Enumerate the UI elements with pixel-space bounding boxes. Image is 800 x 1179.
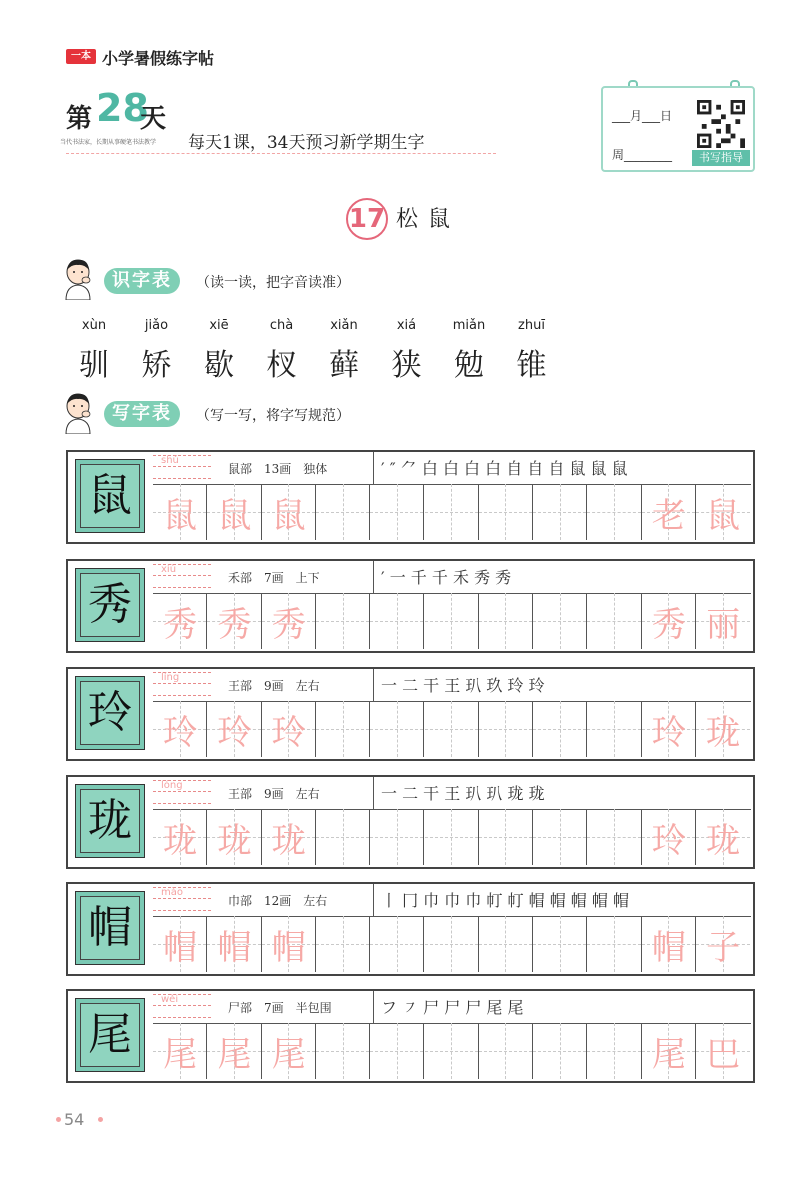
- writing-cell[interactable]: [262, 916, 316, 972]
- writing-guide-label[interactable]: 书写指导: [692, 150, 750, 166]
- writing-cell[interactable]: [587, 593, 641, 649]
- row-pinyin: wěi: [161, 994, 179, 1005]
- read-pinyin: xiē: [209, 318, 229, 333]
- trace-character: 鼠: [163, 496, 198, 536]
- writing-cell[interactable]: [370, 916, 424, 972]
- read-character: 驯: [79, 348, 109, 383]
- day-prefix: 第: [66, 104, 93, 134]
- model-character: 珑: [80, 789, 140, 853]
- practice-row: [66, 559, 755, 653]
- writing-grid: [153, 809, 751, 865]
- brand-badge: 一本: [66, 49, 96, 64]
- writing-cell[interactable]: [479, 916, 533, 972]
- info-divider: [373, 669, 374, 701]
- read-section-hint: （读一读，把字音读准）: [196, 275, 350, 291]
- writing-cell[interactable]: [425, 916, 479, 972]
- character-info-bar: [153, 452, 751, 485]
- read-pinyin: miǎn: [452, 318, 486, 333]
- writing-cell[interactable]: [370, 809, 424, 865]
- character-info-bar: [153, 777, 751, 810]
- writing-cell[interactable]: [533, 1023, 587, 1079]
- writing-cell[interactable]: [642, 701, 696, 757]
- writing-cell[interactable]: [207, 1023, 261, 1079]
- writing-cell[interactable]: [262, 593, 316, 649]
- writing-grid: [153, 484, 751, 540]
- writing-cell[interactable]: [696, 484, 750, 540]
- read-pinyin: xùn: [81, 318, 107, 333]
- writing-cell[interactable]: [207, 916, 261, 972]
- read-pinyin: zhuī: [518, 318, 545, 333]
- character-info-bar: [153, 669, 751, 702]
- practice-row: [66, 882, 755, 976]
- model-character: 帽: [80, 896, 140, 960]
- trace-character: 尾: [271, 1035, 306, 1075]
- write-section-hint: （写一写，将字写规范）: [196, 408, 350, 424]
- practice-row: [66, 989, 755, 1083]
- writing-cell[interactable]: [425, 484, 479, 540]
- writing-cell[interactable]: [533, 484, 587, 540]
- practice-row: [66, 775, 755, 869]
- model-character: 秀: [80, 573, 140, 637]
- word-character: 丽: [706, 605, 741, 645]
- writing-cell[interactable]: [642, 809, 696, 865]
- info-divider: [373, 884, 374, 916]
- trace-character: 帽: [271, 928, 306, 968]
- word-character: 鼠: [706, 496, 741, 536]
- writing-cell[interactable]: [642, 484, 696, 540]
- writing-cell[interactable]: [425, 809, 479, 865]
- writing-grid: [153, 593, 751, 649]
- writing-cell[interactable]: [425, 701, 479, 757]
- write-section-badge: 写字表: [104, 401, 180, 427]
- writing-cell[interactable]: [587, 484, 641, 540]
- writing-grid: [153, 1023, 751, 1079]
- writing-cell[interactable]: [587, 809, 641, 865]
- trace-character: 帽: [217, 928, 252, 968]
- row-pinyin: líng: [161, 672, 180, 683]
- trace-character: 珑: [271, 821, 306, 861]
- writing-cell[interactable]: [207, 701, 261, 757]
- writing-cell[interactable]: [153, 593, 207, 649]
- stroke-order: 一 二 干 王 玐 玐 珑 珑: [381, 784, 545, 803]
- header-divider: [66, 153, 496, 154]
- word-character: 老: [651, 496, 686, 536]
- writing-cell[interactable]: [370, 484, 424, 540]
- day-suffix: 天: [140, 104, 167, 134]
- writing-cell[interactable]: [425, 593, 479, 649]
- writing-cell[interactable]: [479, 593, 533, 649]
- writing-cell[interactable]: [642, 1023, 696, 1079]
- word-character: 巴: [706, 1035, 741, 1075]
- writing-cell[interactable]: [316, 701, 370, 757]
- model-character-box: [75, 568, 145, 642]
- word-character: 秀: [651, 605, 686, 645]
- writing-cell[interactable]: [207, 484, 261, 540]
- info-divider: [373, 991, 374, 1023]
- model-character-box: [75, 998, 145, 1072]
- slogan: 每天1课，34天预习新学期生字: [188, 133, 425, 153]
- date-weekday[interactable]: 周________: [612, 148, 673, 162]
- model-character-box: [75, 676, 145, 750]
- word-character: 珑: [706, 713, 741, 753]
- writing-cell[interactable]: [696, 916, 750, 972]
- row-pinyin: lóng: [161, 780, 183, 791]
- word-character: 玲: [651, 821, 686, 861]
- read-character: 藓: [329, 348, 359, 383]
- trace-character: 秀: [271, 605, 306, 645]
- stroke-order: ′ ″ ⺈ 白 白 白 白 自 自 自 鼠 鼠 鼠: [381, 459, 628, 478]
- radical-stroke-structure: 王部 9画 左右: [228, 787, 320, 801]
- writing-cell[interactable]: [533, 701, 587, 757]
- writing-cell[interactable]: [425, 1023, 479, 1079]
- trace-character: 秀: [217, 605, 252, 645]
- read-character: 勉: [454, 348, 484, 383]
- writing-cell[interactable]: [153, 484, 207, 540]
- model-character-box: [75, 459, 145, 533]
- writing-cell[interactable]: [696, 809, 750, 865]
- day-number: 28: [96, 86, 149, 130]
- read-pinyin: xiǎn: [330, 318, 358, 333]
- trace-character: 玲: [217, 713, 252, 753]
- trace-character: 秀: [163, 605, 198, 645]
- writing-cell[interactable]: [262, 484, 316, 540]
- stroke-order: 一 二 干 王 玐 玖 玲 玲: [381, 676, 545, 695]
- writing-cell[interactable]: [642, 916, 696, 972]
- writing-cell[interactable]: [370, 593, 424, 649]
- practice-row: [66, 667, 755, 761]
- page-dot-icon: [56, 1117, 61, 1122]
- read-section-badge: 识字表: [104, 268, 180, 294]
- writing-cell[interactable]: [262, 1023, 316, 1079]
- writing-grid: [153, 701, 751, 757]
- read-pinyin: jiǎo: [144, 318, 169, 333]
- character-info-bar: [153, 991, 751, 1024]
- radical-stroke-structure: 鼠部 13画 独体: [228, 462, 328, 476]
- writing-grid: [153, 916, 751, 972]
- word-character: 尾: [651, 1035, 686, 1075]
- info-divider: [373, 777, 374, 809]
- trace-character: 尾: [163, 1035, 198, 1075]
- writing-cell[interactable]: [587, 1023, 641, 1079]
- writing-cell[interactable]: [316, 916, 370, 972]
- model-character: 尾: [80, 1003, 140, 1067]
- lesson-number: 17: [346, 198, 388, 240]
- trace-character: 帽: [163, 928, 198, 968]
- radical-stroke-structure: 禾部 7画 上下: [228, 571, 320, 585]
- date-month-day[interactable]: ___月___日: [612, 109, 673, 123]
- model-character-box: [75, 891, 145, 965]
- writing-cell[interactable]: [370, 1023, 424, 1079]
- boy-writing-icon: [60, 392, 96, 434]
- trace-character: 鼠: [217, 496, 252, 536]
- info-divider: [373, 561, 374, 593]
- read-character: 狭: [391, 348, 422, 383]
- writing-cell[interactable]: [533, 916, 587, 972]
- writing-cell[interactable]: [153, 916, 207, 972]
- word-character: 玲: [651, 713, 686, 753]
- stroke-order: 丨 冂 巾 巾 巾 帄 帄 帽 帽 帽 帽 帽: [381, 891, 629, 910]
- qr-code-icon[interactable]: [696, 100, 746, 148]
- writing-cell[interactable]: [479, 809, 533, 865]
- radical-stroke-structure: 巾部 12画 左右: [228, 894, 328, 908]
- writing-cell[interactable]: [696, 701, 750, 757]
- radical-stroke-structure: 王部 9画 左右: [228, 679, 320, 693]
- writing-cell[interactable]: [479, 1023, 533, 1079]
- writing-cell[interactable]: [316, 809, 370, 865]
- writing-cell[interactable]: [316, 593, 370, 649]
- writing-cell[interactable]: [696, 1023, 750, 1079]
- boy-reading-icon: [60, 258, 96, 300]
- writing-cell[interactable]: [587, 701, 641, 757]
- row-pinyin: shǔ: [161, 455, 179, 466]
- writing-cell[interactable]: [533, 809, 587, 865]
- row-pinyin: mào: [161, 887, 183, 898]
- page-number: 54: [64, 1110, 85, 1129]
- writing-cell[interactable]: [370, 701, 424, 757]
- page-dot-icon: [98, 1117, 103, 1122]
- writing-cell[interactable]: [207, 593, 261, 649]
- model-character: 鼠: [80, 464, 140, 528]
- practice-row: [66, 450, 755, 544]
- writing-cell[interactable]: [479, 701, 533, 757]
- read-pinyin: xiá: [396, 318, 417, 333]
- info-divider: [373, 452, 374, 484]
- writing-cell[interactable]: [479, 484, 533, 540]
- word-character: 子: [706, 928, 741, 968]
- lesson-title: 松鼠: [396, 207, 461, 232]
- word-character: 珑: [706, 821, 741, 861]
- read-character: 锥: [516, 348, 547, 383]
- trace-character: 尾: [217, 1035, 252, 1075]
- word-character: 帽: [651, 928, 686, 968]
- read-character: 歇: [204, 348, 234, 383]
- writing-cell[interactable]: [153, 809, 207, 865]
- stroke-order: フ ㇇ 尸 尸 尸 尾 尾: [381, 998, 524, 1017]
- writing-cell[interactable]: [642, 593, 696, 649]
- stroke-order: ′ ⼀ 千 千 禾 秀 秀: [381, 568, 512, 587]
- character-info-bar: [153, 561, 751, 594]
- brand-title: 小学暑假练字帖: [102, 49, 215, 68]
- read-character: 杈: [266, 348, 297, 383]
- model-character: 玲: [80, 681, 140, 745]
- writing-cell[interactable]: [153, 1023, 207, 1079]
- writing-cell[interactable]: [316, 484, 370, 540]
- row-pinyin: xiù: [161, 564, 177, 575]
- read-character: 矫: [141, 348, 172, 383]
- writing-cell[interactable]: [587, 916, 641, 972]
- writing-cell[interactable]: [207, 809, 261, 865]
- writing-cell[interactable]: [316, 1023, 370, 1079]
- writing-cell[interactable]: [153, 701, 207, 757]
- writing-cell[interactable]: [696, 593, 750, 649]
- trace-character: 珑: [163, 821, 198, 861]
- writing-cell[interactable]: [262, 701, 316, 757]
- character-info-bar: [153, 884, 751, 917]
- author-note: 当代书法家，长期从事硬笔书法教学: [60, 139, 157, 146]
- read-pinyin: chà: [269, 318, 294, 333]
- trace-character: 鼠: [271, 496, 306, 536]
- trace-character: 玲: [163, 713, 198, 753]
- writing-cell[interactable]: [533, 593, 587, 649]
- trace-character: 玲: [271, 713, 306, 753]
- trace-character: 珑: [217, 821, 252, 861]
- model-character-box: [75, 784, 145, 858]
- radical-stroke-structure: 尸部 7画 半包围: [228, 1001, 332, 1015]
- writing-cell[interactable]: [262, 809, 316, 865]
